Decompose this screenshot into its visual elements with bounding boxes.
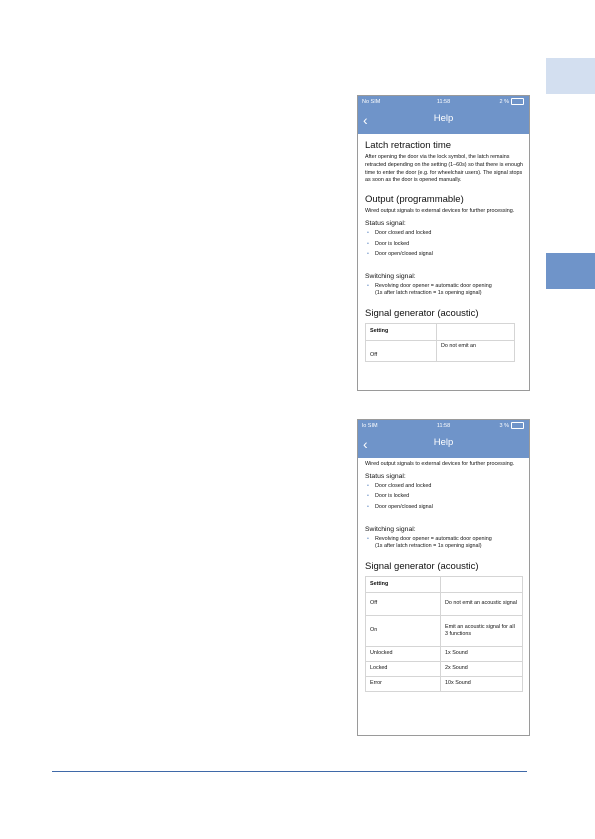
table-cell: Do not emit an [437, 340, 515, 361]
switching-signal-label: Switching signal: [365, 272, 416, 280]
battery-indicator [500, 98, 524, 105]
status-signal-label: Status signal: [365, 472, 406, 480]
table-cell: Error [366, 676, 441, 691]
status-time: 11:58 [436, 423, 451, 429]
table-row [366, 340, 515, 361]
table-row [366, 592, 523, 615]
switching-signal-label: Switching signal: [365, 525, 416, 533]
output-text: Wired output signals to external devices for further processing. [365, 461, 515, 467]
battery-indicator [500, 422, 524, 429]
side-tab-light [546, 58, 595, 94]
table-cell: On [366, 615, 441, 646]
help-content [358, 140, 529, 362]
phone-screenshot-1 [357, 95, 530, 391]
switching-signal-list [365, 536, 525, 551]
table-row [366, 615, 523, 646]
latch-title: Latch retraction time [365, 140, 452, 151]
carrier-label: No SIM [362, 99, 381, 105]
signal-table [365, 323, 515, 362]
switching-signal-list [365, 283, 525, 298]
status-signal-label: Status signal: [365, 219, 406, 227]
battery-icon [511, 422, 524, 429]
table-row [366, 646, 523, 661]
status-time: 11:58 [436, 99, 451, 105]
output-text: Wired output signals to external devices for further processing. [365, 208, 515, 215]
list-item: • Revolving door opener = automatic door opening (1s after latch retraction = 1s opening signal) [375, 283, 525, 298]
nav-bar [358, 108, 529, 134]
table-header-cell [441, 576, 523, 592]
list-item: • Door open/closed signal [375, 251, 525, 259]
table-cell: Off [366, 340, 437, 361]
battery-icon [511, 98, 524, 105]
battery-percent: 2 % [499, 98, 509, 105]
status-signal-list [365, 483, 525, 512]
nav-title: Help [433, 437, 454, 448]
list-item: • Revolving door opener = automatic door opening (1s after latch retraction = 1s opening signal) [375, 536, 525, 551]
table-header-row [366, 323, 515, 340]
table-cell: Do not emit an acoustic signal [441, 592, 523, 615]
status-bar [358, 420, 529, 432]
table-cell: 1x Sound [441, 646, 523, 661]
signal-table [365, 576, 523, 692]
list-item: • Door is locked [375, 241, 525, 249]
list-item: • Door open/closed signal [375, 504, 525, 512]
signal-title: Signal generator (acoustic) [365, 560, 479, 572]
table-row [366, 676, 523, 691]
list-item: • Door closed and locked [375, 230, 525, 238]
nav-title: Help [433, 113, 454, 124]
table-cell: Locked [366, 661, 441, 676]
table-header-cell: Setting [366, 576, 441, 592]
table-header-row [366, 576, 523, 592]
signal-title: Signal generator (acoustic) [365, 307, 479, 319]
table-header-cell: Setting [366, 323, 437, 340]
carrier-label: lo SIM [362, 423, 378, 429]
table-cell: Off [366, 592, 441, 615]
table-row [366, 661, 523, 676]
help-content [358, 458, 529, 692]
table-header-cell [437, 323, 515, 340]
side-tab-active [546, 253, 595, 289]
table-cell: Unlocked [366, 646, 441, 661]
table-cell: Emit an acoustic signal for all 3 functions [441, 615, 523, 646]
list-item: • Door is locked [375, 493, 525, 501]
phone-screenshot-2 [357, 419, 530, 736]
nav-bar [358, 432, 529, 458]
output-title: Output (programmable) [365, 194, 464, 206]
battery-percent: 3 % [499, 422, 509, 429]
app-header [358, 96, 529, 134]
back-chevron-icon[interactable]: ‹ [363, 112, 368, 128]
table-cell: 2x Sound [441, 661, 523, 676]
status-signal-list [365, 230, 525, 259]
table-cell: 10x Sound [441, 676, 523, 691]
app-header [358, 420, 529, 458]
latch-text: After opening the door via the lock symbol, the latch remains retracted depending on the setting (1–60s) so that there is enough time to enter the door (e.g. for wheelchair users). The signal stops as soon as the door is opened manually. [365, 154, 523, 184]
status-bar [358, 96, 529, 108]
list-item: • Door closed and locked [375, 483, 525, 491]
footer-rule [52, 771, 527, 772]
back-chevron-icon[interactable]: ‹ [363, 436, 368, 452]
